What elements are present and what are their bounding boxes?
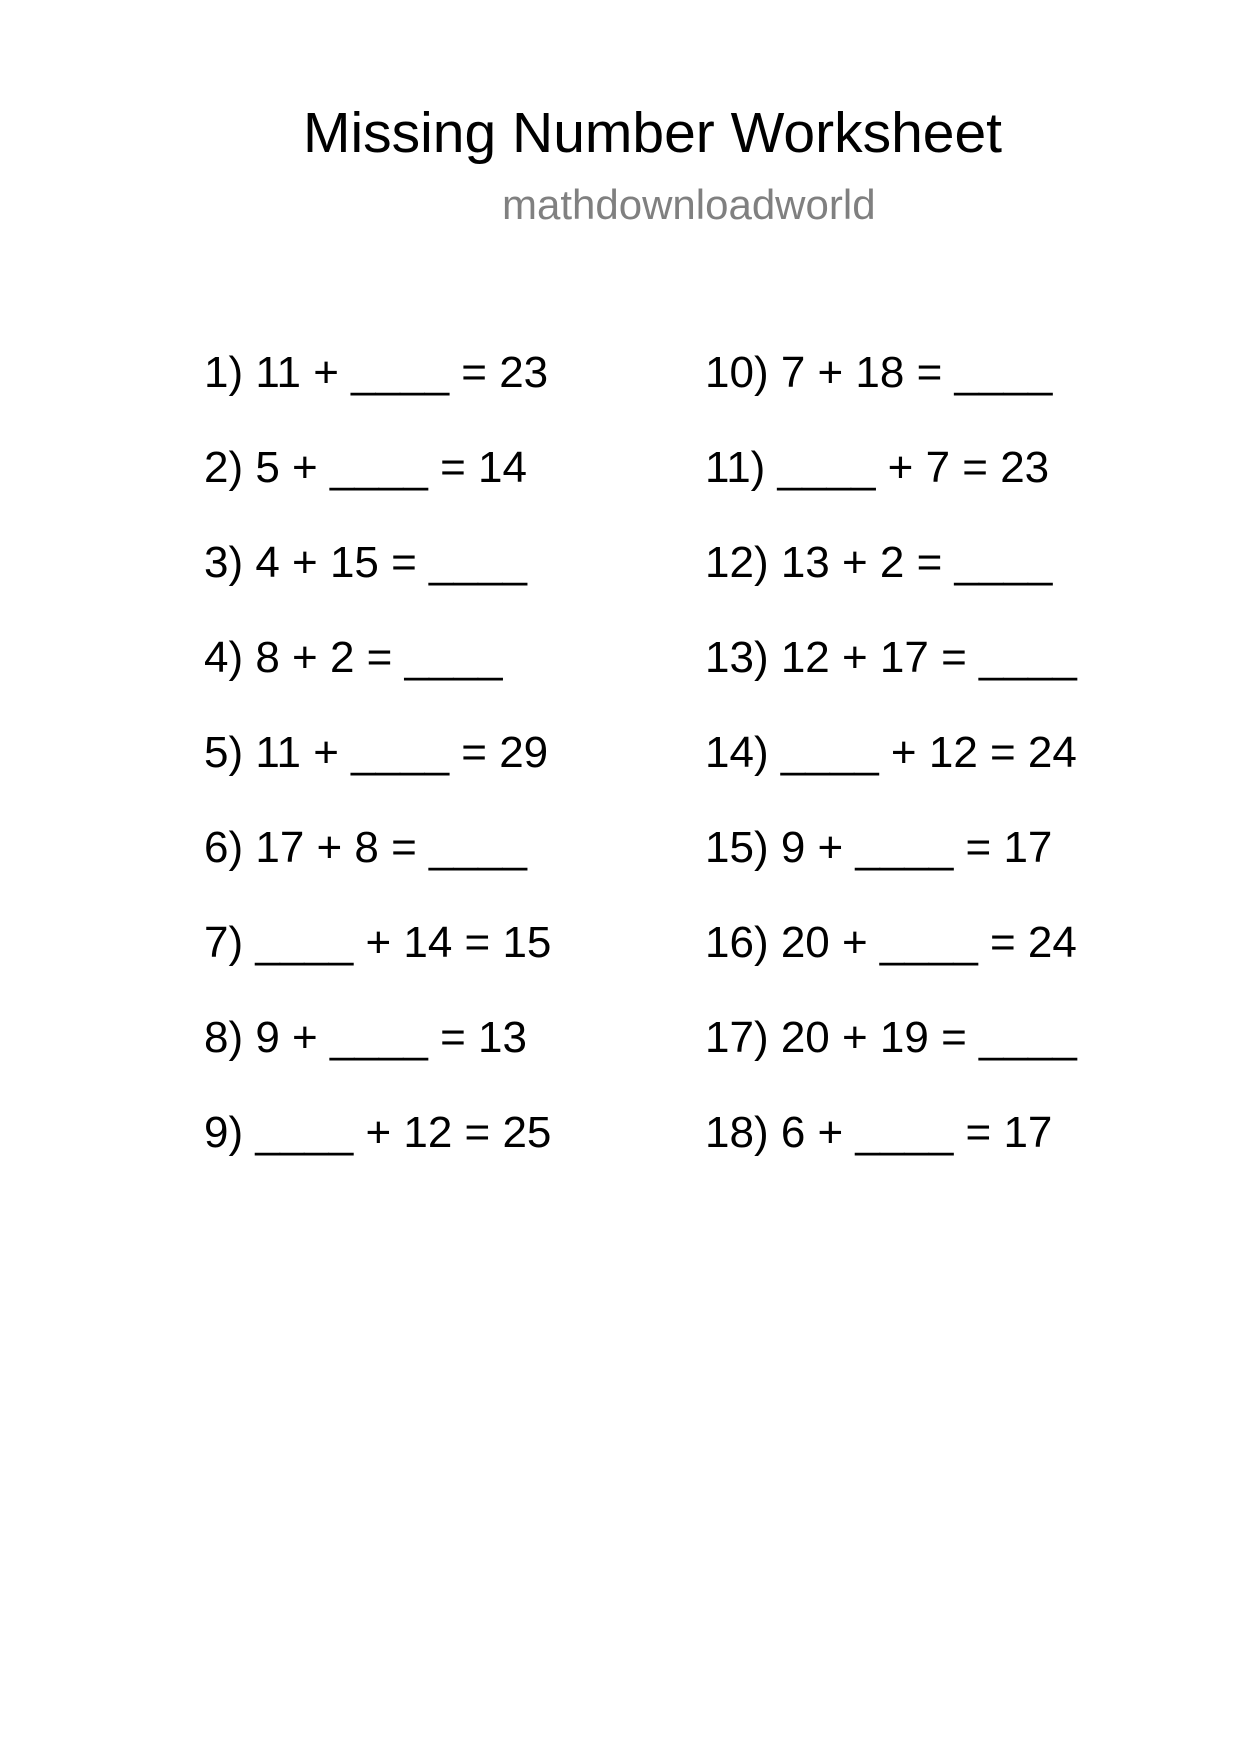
worksheet-subtitle: mathdownloadworld [502, 181, 876, 228]
problem-17: 17) 20 + 19 = ____ [705, 1013, 1077, 1062]
problem-2: 2) 5 + ____ = 14 [204, 443, 527, 492]
problem-7: 7) ____ + 14 = 15 [204, 918, 552, 967]
problem-10: 10) 7 + 18 = ____ [705, 348, 1053, 397]
problem-11: 11) ____ + 7 = 23 [705, 443, 1050, 492]
problem-4: 4) 8 + 2 = ____ [204, 633, 503, 682]
problem-15: 15) 9 + ____ = 17 [705, 823, 1053, 872]
problem-5: 5) 11 + ____ = 29 [204, 728, 549, 777]
problem-18: 18) 6 + ____ = 17 [705, 1108, 1053, 1157]
problem-16: 16) 20 + ____ = 24 [705, 918, 1077, 967]
problem-1: 1) 11 + ____ = 23 [204, 348, 549, 397]
problem-12: 12) 13 + 2 = ____ [705, 538, 1053, 587]
problem-13: 13) 12 + 17 = ____ [705, 633, 1077, 682]
worksheet-title: Missing Number Worksheet [303, 101, 1003, 165]
problem-8: 8) 9 + ____ = 13 [204, 1013, 527, 1062]
problem-6: 6) 17 + 8 = ____ [204, 823, 527, 872]
problem-9: 9) ____ + 12 = 25 [204, 1108, 552, 1157]
problem-3: 3) 4 + 15 = ____ [204, 538, 527, 587]
problem-14: 14) ____ + 12 = 24 [705, 728, 1077, 777]
